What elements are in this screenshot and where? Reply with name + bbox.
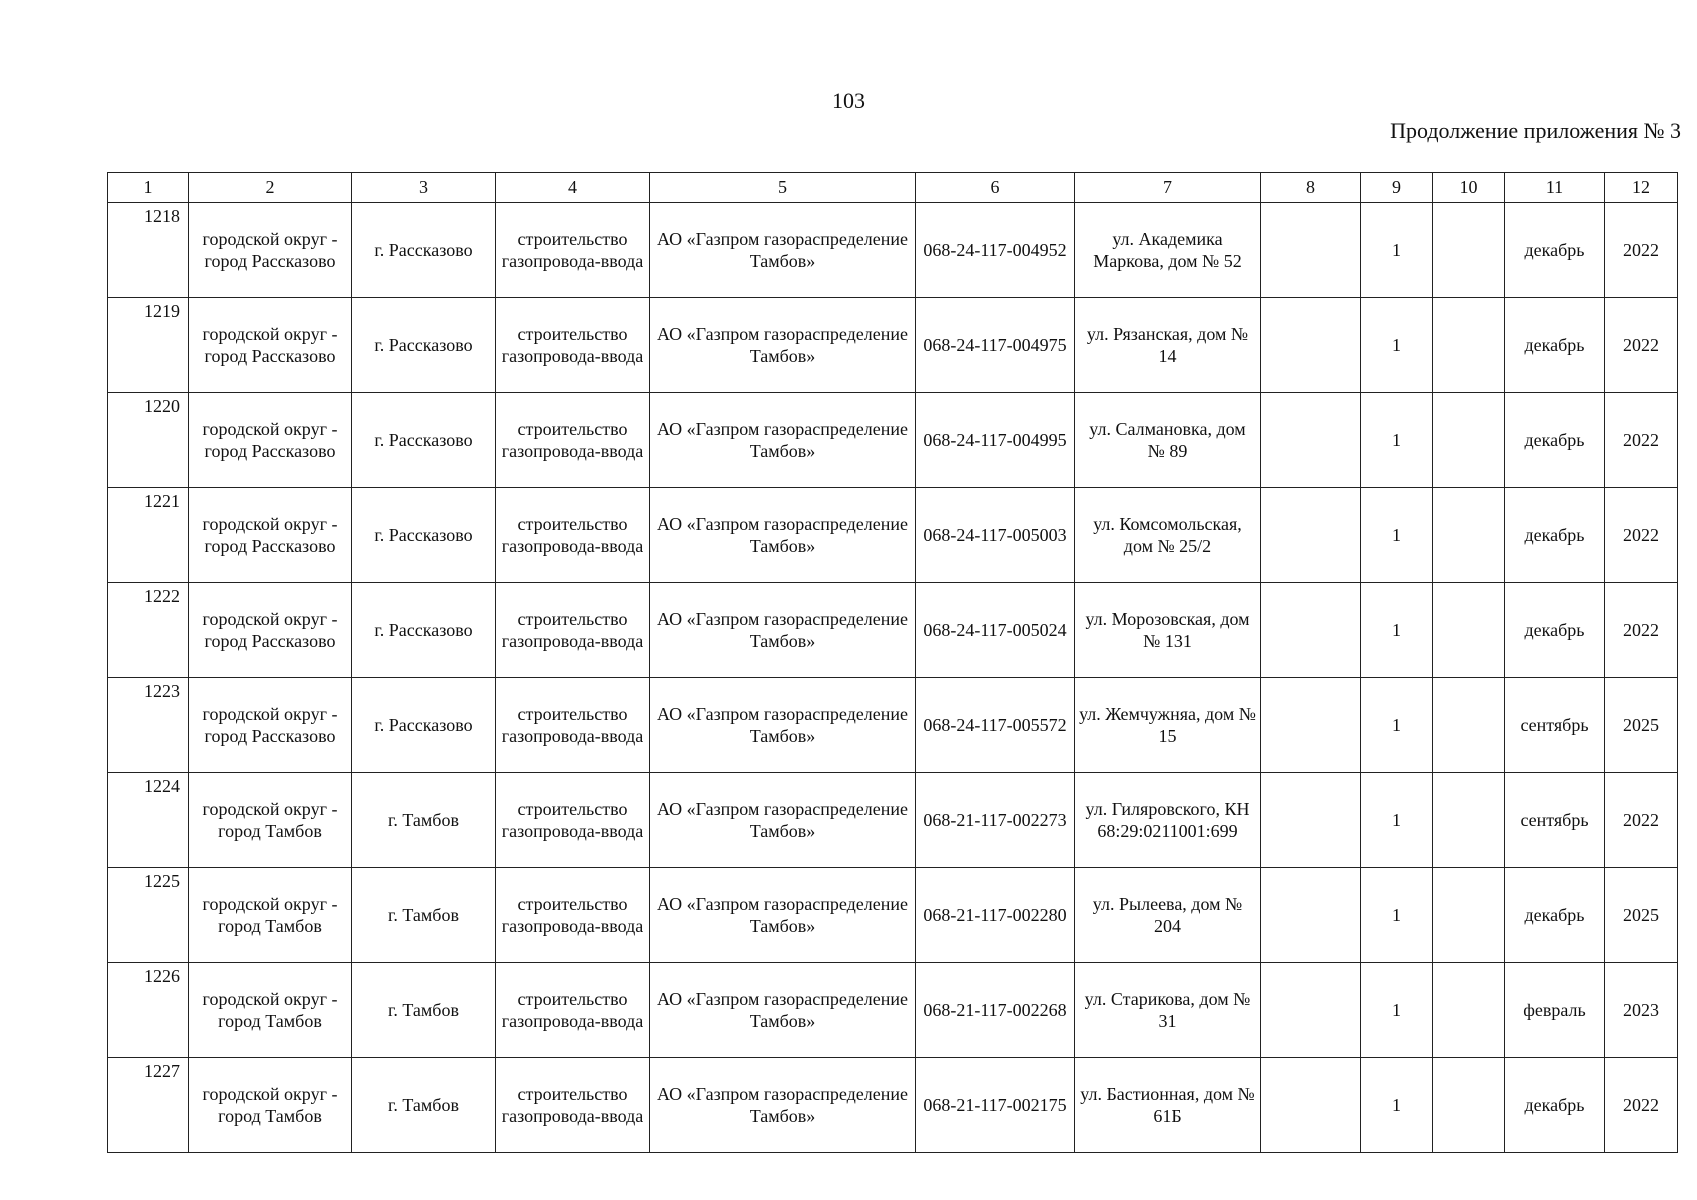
organization-cell: АО «Газпром газораспределение Тамбов» xyxy=(650,298,916,393)
code-cell: 068-24-117-004952 xyxy=(916,203,1075,298)
work-type-cell: строительство газопровода-ввода xyxy=(496,678,650,773)
header-row xyxy=(108,173,1678,203)
district-cell: городской округ - город Тамбов xyxy=(189,963,352,1058)
year-cell: 2022 xyxy=(1605,773,1678,868)
appendix-continuation-title: Продолжение приложения № 3 xyxy=(1390,118,1681,143)
code-cell: 068-24-117-005572 xyxy=(916,678,1075,773)
district-cell: городской округ - город Рассказово xyxy=(189,488,352,583)
code-cell: 068-24-117-004995 xyxy=(916,393,1075,488)
quantity-cell: 1 xyxy=(1361,488,1433,583)
address-cell: ул. Жемчужняа, дом № 15 xyxy=(1075,678,1261,773)
table-row xyxy=(108,583,1678,678)
district-cell: городской округ - город Рассказово xyxy=(189,583,352,678)
column-8-cell xyxy=(1261,488,1361,583)
year-cell: 2023 xyxy=(1605,963,1678,1058)
year-cell: 2022 xyxy=(1605,393,1678,488)
column-8-cell xyxy=(1261,868,1361,963)
column-8-cell xyxy=(1261,773,1361,868)
locality-cell: г. Тамбов xyxy=(352,868,496,963)
column-header: 4 xyxy=(496,173,650,203)
locality-cell: г. Рассказово xyxy=(352,678,496,773)
locality-cell: г. Тамбов xyxy=(352,1058,496,1153)
organization-cell: АО «Газпром газораспределение Тамбов» xyxy=(650,868,916,963)
row-number: 1220 xyxy=(108,393,189,488)
work-type-cell: строительство газопровода-ввода xyxy=(496,488,650,583)
work-type-cell: строительство газопровода-ввода xyxy=(496,583,650,678)
organization-cell: АО «Газпром газораспределение Тамбов» xyxy=(650,203,916,298)
row-number: 1219 xyxy=(108,298,189,393)
column-header: 2 xyxy=(189,173,352,203)
row-number: 1225 xyxy=(108,868,189,963)
column-10-cell xyxy=(1433,203,1505,298)
locality-cell: г. Рассказово xyxy=(352,583,496,678)
column-10-cell xyxy=(1433,488,1505,583)
table-row xyxy=(108,868,1678,963)
organization-cell: АО «Газпром газораспределение Тамбов» xyxy=(650,488,916,583)
year-cell: 2022 xyxy=(1605,298,1678,393)
address-cell: ул. Морозовская, дом № 131 xyxy=(1075,583,1261,678)
quantity-cell: 1 xyxy=(1361,868,1433,963)
column-header: 7 xyxy=(1075,173,1261,203)
organization-cell: АО «Газпром газораспределение Тамбов» xyxy=(650,773,916,868)
quantity-cell: 1 xyxy=(1361,583,1433,678)
month-cell: декабрь xyxy=(1505,1058,1605,1153)
quantity-cell: 1 xyxy=(1361,678,1433,773)
column-10-cell xyxy=(1433,678,1505,773)
column-header: 3 xyxy=(352,173,496,203)
locality-cell: г. Тамбов xyxy=(352,773,496,868)
district-cell: городской округ - город Рассказово xyxy=(189,298,352,393)
district-cell: городской округ - город Рассказово xyxy=(189,393,352,488)
address-cell: ул. Бастионная, дом № 61Б xyxy=(1075,1058,1261,1153)
column-8-cell xyxy=(1261,393,1361,488)
column-10-cell xyxy=(1433,1058,1505,1153)
code-cell: 068-21-117-002175 xyxy=(916,1058,1075,1153)
row-number: 1221 xyxy=(108,488,189,583)
code-cell: 068-21-117-002280 xyxy=(916,868,1075,963)
year-cell: 2025 xyxy=(1605,678,1678,773)
address-cell: ул. Гиляровского, КН 68:29:0211001:699 xyxy=(1075,773,1261,868)
quantity-cell: 1 xyxy=(1361,773,1433,868)
year-cell: 2022 xyxy=(1605,203,1678,298)
month-cell: декабрь xyxy=(1505,393,1605,488)
page-number: 103 xyxy=(832,88,865,113)
quantity-cell: 1 xyxy=(1361,298,1433,393)
column-10-cell xyxy=(1433,393,1505,488)
organization-cell: АО «Газпром газораспределение Тамбов» xyxy=(650,678,916,773)
address-cell: ул. Академика Маркова, дом № 52 xyxy=(1075,203,1261,298)
address-cell: ул. Комсомольская, дом № 25/2 xyxy=(1075,488,1261,583)
year-cell: 2025 xyxy=(1605,868,1678,963)
work-type-cell: строительство газопровода-ввода xyxy=(496,393,650,488)
column-10-cell xyxy=(1433,298,1505,393)
month-cell: декабрь xyxy=(1505,488,1605,583)
table-row xyxy=(108,488,1678,583)
organization-cell: АО «Газпром газораспределение Тамбов» xyxy=(650,963,916,1058)
table-header xyxy=(108,173,1678,203)
column-8-cell xyxy=(1261,1058,1361,1153)
column-header: 12 xyxy=(1605,173,1678,203)
work-type-cell: строительство газопровода-ввода xyxy=(496,1058,650,1153)
code-cell: 068-21-117-002268 xyxy=(916,963,1075,1058)
district-cell: городской округ - город Рассказово xyxy=(189,678,352,773)
table-row xyxy=(108,203,1678,298)
district-cell: городской округ - город Рассказово xyxy=(189,203,352,298)
column-8-cell xyxy=(1261,963,1361,1058)
column-header: 9 xyxy=(1361,173,1433,203)
table-row xyxy=(108,1058,1678,1153)
year-cell: 2022 xyxy=(1605,583,1678,678)
column-10-cell xyxy=(1433,868,1505,963)
organization-cell: АО «Газпром газораспределение Тамбов» xyxy=(650,393,916,488)
registry-table xyxy=(107,172,1678,1153)
column-8-cell xyxy=(1261,203,1361,298)
address-cell: ул. Рылеева, дом № 204 xyxy=(1075,868,1261,963)
work-type-cell: строительство газопровода-ввода xyxy=(496,773,650,868)
table-row xyxy=(108,678,1678,773)
code-cell: 068-24-117-005003 xyxy=(916,488,1075,583)
year-cell: 2022 xyxy=(1605,1058,1678,1153)
row-number: 1223 xyxy=(108,678,189,773)
code-cell: 068-24-117-005024 xyxy=(916,583,1075,678)
organization-cell: АО «Газпром газораспределение Тамбов» xyxy=(650,583,916,678)
column-10-cell xyxy=(1433,583,1505,678)
month-cell: декабрь xyxy=(1505,298,1605,393)
address-cell: ул. Рязанская, дом № 14 xyxy=(1075,298,1261,393)
column-8-cell xyxy=(1261,583,1361,678)
quantity-cell: 1 xyxy=(1361,203,1433,298)
locality-cell: г. Рассказово xyxy=(352,298,496,393)
locality-cell: г. Рассказово xyxy=(352,393,496,488)
table-row xyxy=(108,298,1678,393)
month-cell: декабрь xyxy=(1505,203,1605,298)
column-header: 8 xyxy=(1261,173,1361,203)
organization-cell: АО «Газпром газораспределение Тамбов» xyxy=(650,1058,916,1153)
district-cell: городской округ - город Тамбов xyxy=(189,868,352,963)
locality-cell: г. Рассказово xyxy=(352,203,496,298)
address-cell: ул. Старикова, дом № 31 xyxy=(1075,963,1261,1058)
column-8-cell xyxy=(1261,678,1361,773)
column-header: 5 xyxy=(650,173,916,203)
month-cell: декабрь xyxy=(1505,583,1605,678)
work-type-cell: строительство газопровода-ввода xyxy=(496,298,650,393)
work-type-cell: строительство газопровода-ввода xyxy=(496,203,650,298)
row-number: 1224 xyxy=(108,773,189,868)
table-row xyxy=(108,963,1678,1058)
district-cell: городской округ - город Тамбов xyxy=(189,773,352,868)
code-cell: 068-21-117-002273 xyxy=(916,773,1075,868)
locality-cell: г. Рассказово xyxy=(352,488,496,583)
row-number: 1222 xyxy=(108,583,189,678)
column-8-cell xyxy=(1261,298,1361,393)
month-cell: декабрь xyxy=(1505,868,1605,963)
column-header: 1 xyxy=(108,173,189,203)
district-cell: городской округ - город Тамбов xyxy=(189,1058,352,1153)
work-type-cell: строительство газопровода-ввода xyxy=(496,963,650,1058)
quantity-cell: 1 xyxy=(1361,1058,1433,1153)
row-number: 1226 xyxy=(108,963,189,1058)
year-cell: 2022 xyxy=(1605,488,1678,583)
table-row xyxy=(108,773,1678,868)
month-cell: сентябрь xyxy=(1505,678,1605,773)
column-10-cell xyxy=(1433,963,1505,1058)
column-header: 10 xyxy=(1433,173,1505,203)
quantity-cell: 1 xyxy=(1361,393,1433,488)
quantity-cell: 1 xyxy=(1361,963,1433,1058)
code-cell: 068-24-117-004975 xyxy=(916,298,1075,393)
address-cell: ул. Салмановка, дом № 89 xyxy=(1075,393,1261,488)
table-body xyxy=(108,203,1678,1153)
row-number: 1218 xyxy=(108,203,189,298)
month-cell: сентябрь xyxy=(1505,773,1605,868)
column-10-cell xyxy=(1433,773,1505,868)
work-type-cell: строительство газопровода-ввода xyxy=(496,868,650,963)
locality-cell: г. Тамбов xyxy=(352,963,496,1058)
month-cell: февраль xyxy=(1505,963,1605,1058)
column-header: 6 xyxy=(916,173,1075,203)
table-row xyxy=(108,393,1678,488)
row-number: 1227 xyxy=(108,1058,189,1153)
column-header: 11 xyxy=(1505,173,1605,203)
